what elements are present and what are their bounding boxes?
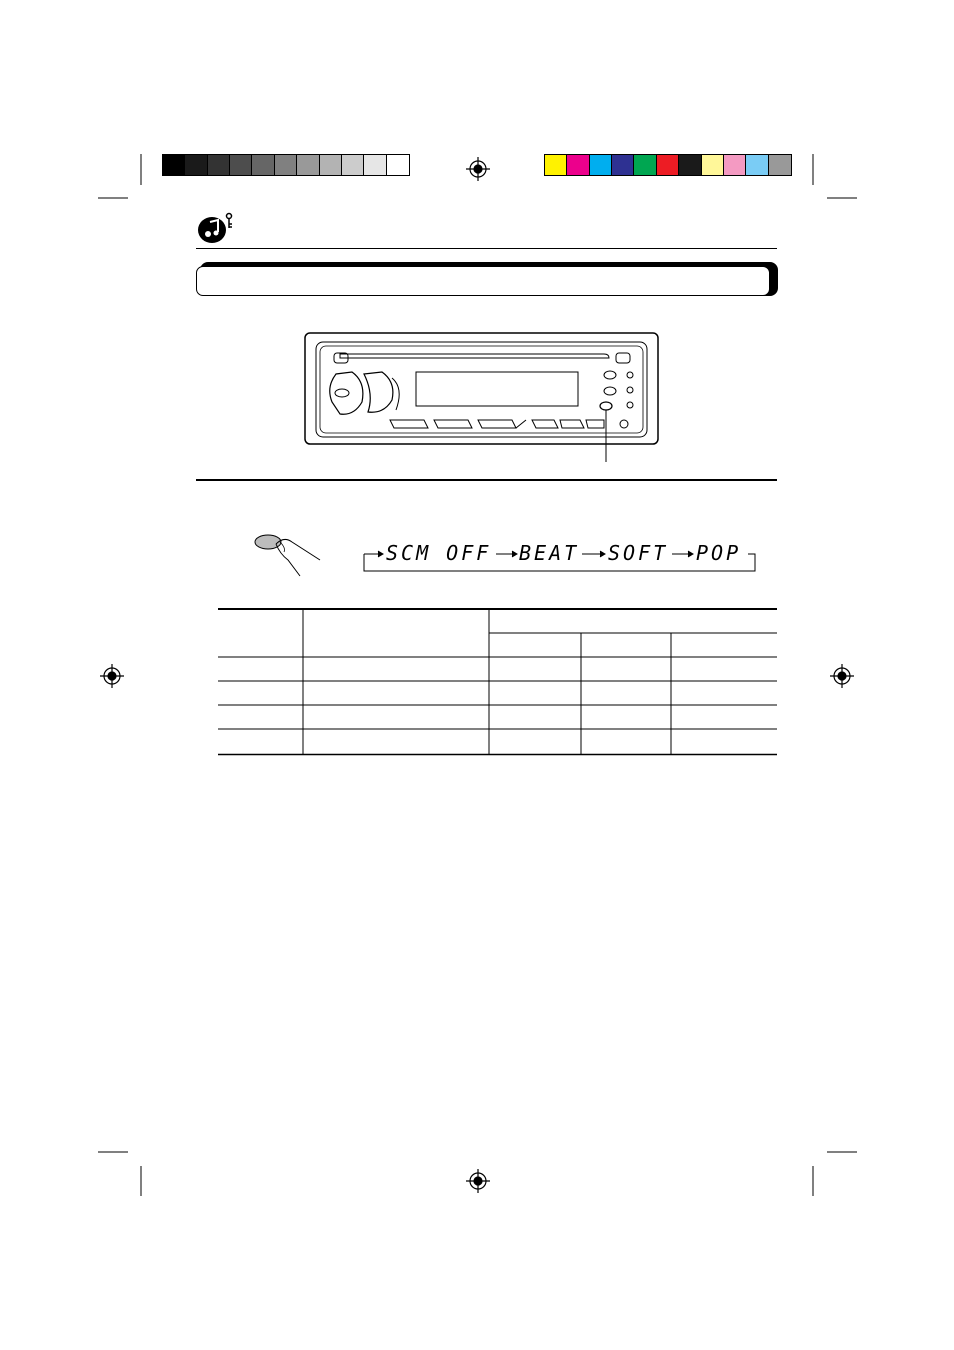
music-note-icon (196, 210, 236, 246)
registration-mark-left (100, 664, 124, 688)
mode-soft: SOFT (608, 541, 669, 565)
sound-mode-table (218, 609, 778, 757)
stereo-panel-illustration (304, 332, 660, 464)
section-rule (196, 479, 777, 481)
finger-press-icon (250, 530, 326, 582)
registration-mark-bottom (466, 1169, 490, 1193)
registration-mark-top (466, 157, 490, 181)
detach-button (616, 353, 630, 363)
mode-scm-off: SCM OFF (386, 541, 492, 565)
mode-pop: POP (696, 541, 742, 565)
scm-button (600, 402, 612, 410)
registration-mark-right (830, 664, 854, 688)
section-title-banner (196, 262, 778, 298)
mode-beat: BEAT (519, 541, 580, 565)
header-rule (196, 248, 777, 249)
